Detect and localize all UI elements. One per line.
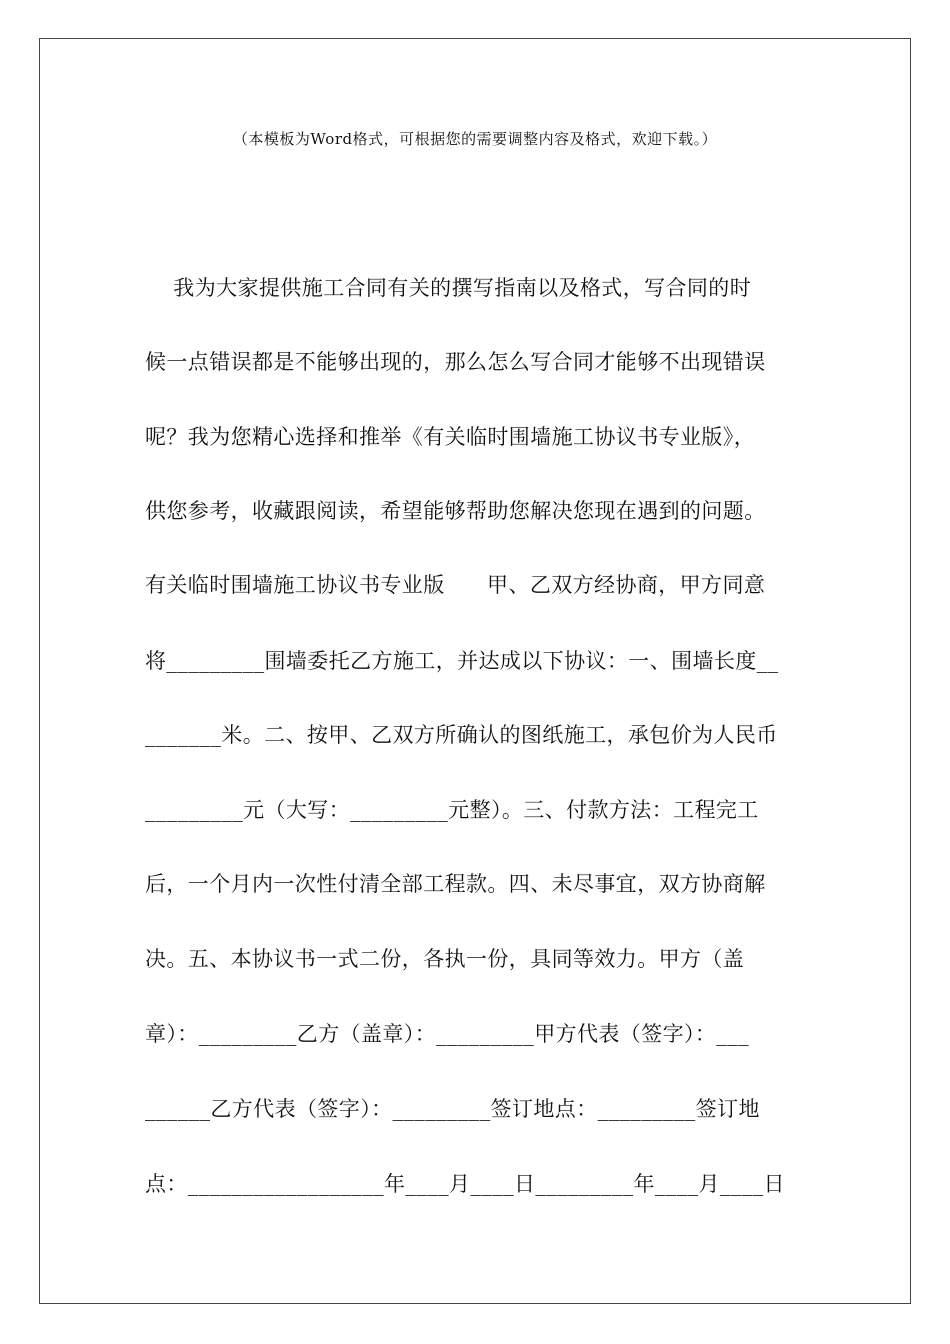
body-line: 供您参考，收藏跟阅读，希望能够帮助您解决您现在遇到的问题。 [145,499,766,523]
template-note: （本模板为Word格式，可根据您的需要调整内容及格式，欢迎下载。） [232,130,718,148]
body-line: 后，一个月内一次性付清全部工程款。四、未尽事宜，双方协商解 [145,872,766,896]
body-line: 决。五、本协议书一式二份，各执一份，具同等效力。甲方（盖 [145,947,745,971]
signature-line: ______乙方代表（签字）：_________签订地点：_________签订地 [145,1097,760,1121]
body-line: 我为大家提供施工合同有关的撰写指南以及格式，写合同的时 [145,276,752,300]
body-line: 呢？我为您精心选择和推举《有关临时围墙施工协议书专业版》， [145,425,756,449]
contract-title-line: 有关临时围墙施工协议书专业版 甲、乙双方经协商，甲方同意 [145,573,766,597]
signature-line: 章）：_________乙方（盖章）：_________甲方代表（签字）：___ [145,1022,749,1046]
body-line: 候一点错误都是不能够出现的，那么怎么写合同才能够不出现错误 [145,350,766,374]
body-line: 将_________围墙委托乙方施工，并达成以下协议：一、围墙长度__ [145,649,779,673]
date-line: 点：__________________年____月____日_________年____月____日 [145,1172,785,1196]
body-line: _______米。二、按甲、乙双方所确认的图纸施工，承包价为人民币 [145,723,778,747]
body-line: _________元（大写：_________元整）。三、付款方法：工程完工 [145,798,759,822]
